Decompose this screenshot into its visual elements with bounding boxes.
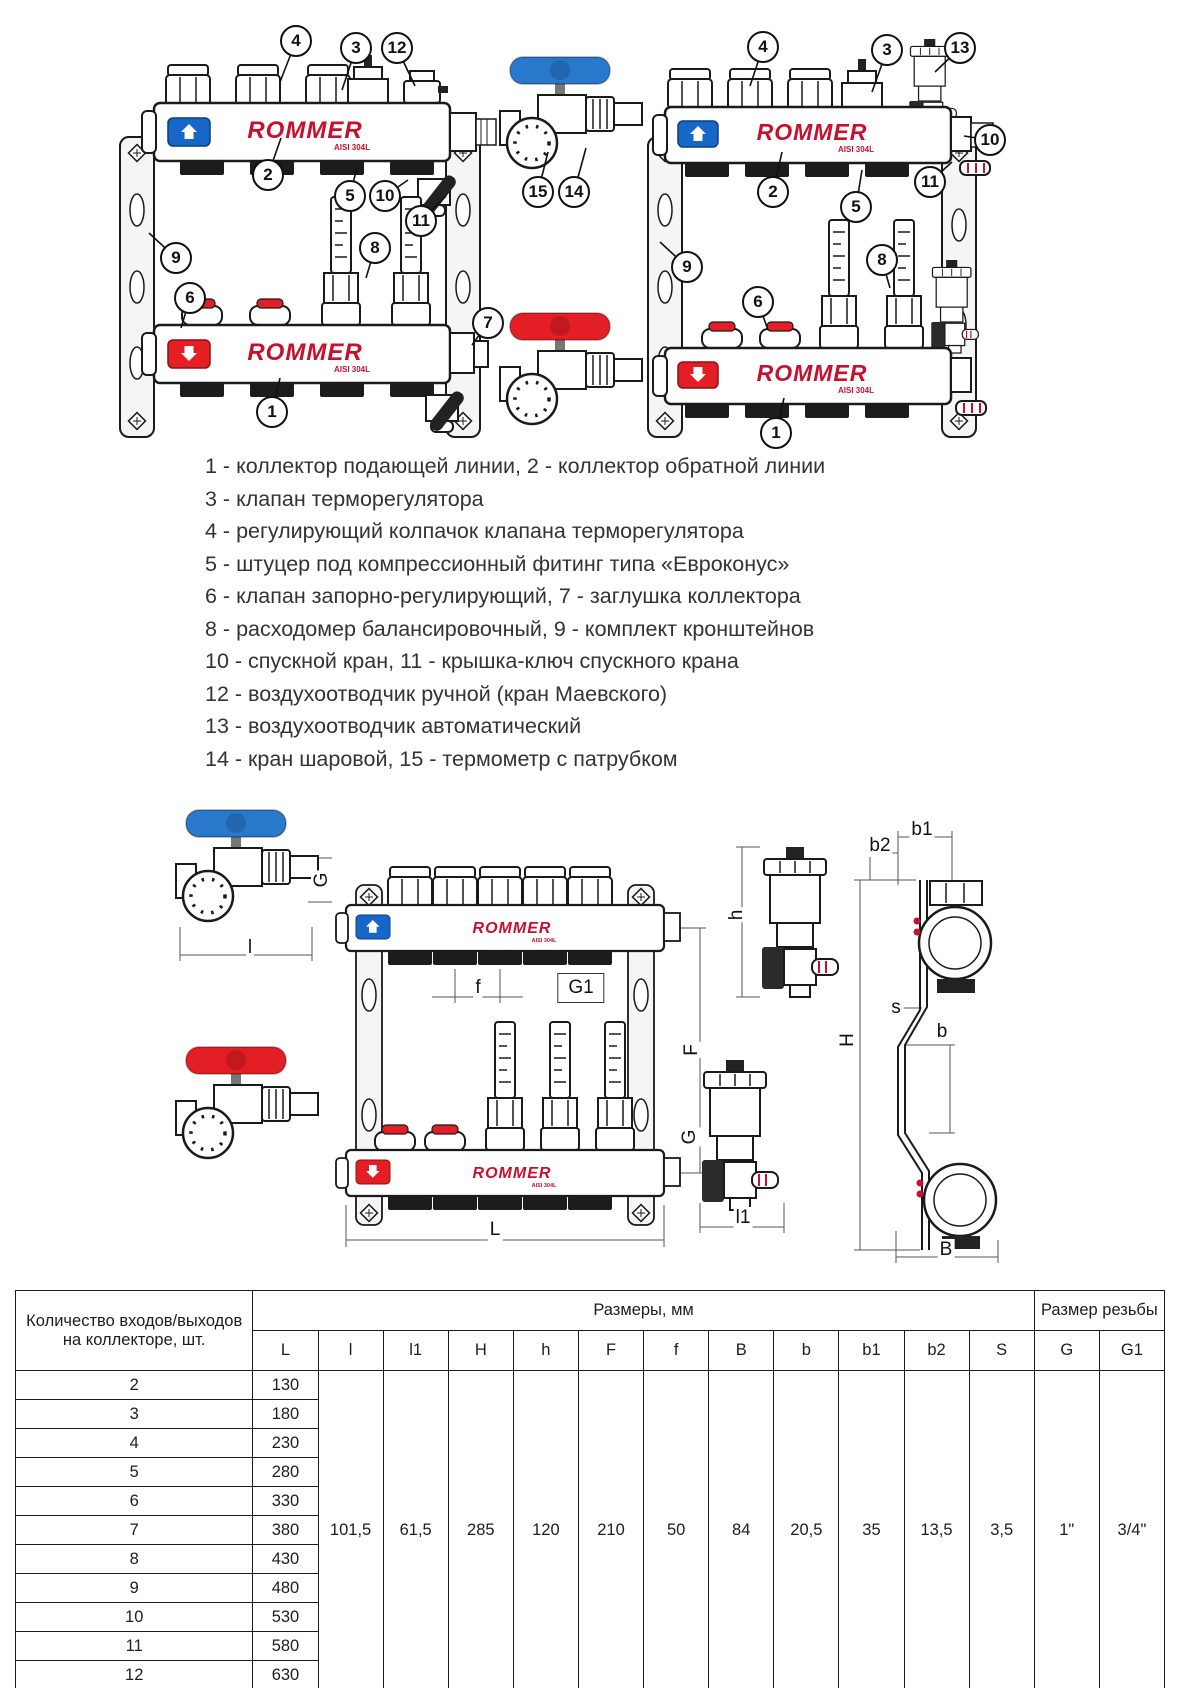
column-group-thread: Размер резьбы [1034, 1291, 1164, 1331]
legend-item: 5 - штуцер под компрессионный фитинг типа «Евроконус» [205, 551, 790, 576]
cell-outlet-count: 5 [16, 1458, 253, 1487]
callout-2: 2 [757, 176, 789, 208]
brand-material: AISI 304L [333, 143, 371, 152]
cell-outlet-count: 6 [16, 1487, 253, 1516]
cell-outlet-count: 11 [16, 1632, 253, 1661]
brand-logo: ROMMER [756, 119, 868, 145]
cell-L: 530 [253, 1603, 318, 1632]
dimension-label-H: H [837, 1033, 858, 1047]
dimension-label-G: G [311, 872, 332, 888]
cell-L: 380 [253, 1516, 318, 1545]
cell-outlet-count: 3 [16, 1400, 253, 1429]
cell-L: 180 [253, 1400, 318, 1429]
cell-b2: 13,5 [904, 1371, 969, 1688]
callout-1: 1 [256, 396, 288, 428]
callout-3: 3 [340, 32, 372, 64]
cell-L: 630 [253, 1661, 318, 1688]
spec-table [15, 1290, 1165, 1688]
cell-L: 130 [253, 1371, 318, 1400]
callout-14: 14 [558, 176, 590, 208]
callout-7: 7 [472, 307, 504, 339]
cell-outlet-count: 12 [16, 1661, 253, 1688]
callout-8: 8 [359, 232, 391, 264]
cell-B: 84 [709, 1371, 774, 1688]
dimension-label-s: s [891, 997, 901, 1018]
legend-item: 6 - клапан запорно-регулирующий, 7 - заглушка коллектора [205, 584, 801, 608]
callout-10: 10 [974, 124, 1006, 156]
callout-10: 10 [369, 180, 401, 212]
column-header-F: F [578, 1331, 643, 1371]
legend-item: 1 - коллектор подающей линии, 2 - коллектор обратной линии [205, 454, 826, 478]
callout-3: 3 [871, 34, 903, 66]
dimension-label-G1: G1 [557, 973, 604, 1003]
cell-L: 430 [253, 1545, 318, 1574]
callout-5: 5 [334, 180, 366, 212]
cell-l1: 61,5 [383, 1371, 448, 1688]
brand-material: AISI 304L [531, 1183, 557, 1189]
column-header-b: b [774, 1331, 839, 1371]
callout-6: 6 [174, 282, 206, 314]
legend-item: 10 - спускной кран, 11 - крышка-ключ спускного крана [205, 649, 739, 673]
callout-6: 6 [742, 286, 774, 318]
legend-item: 13 - воздухоотводчик автоматический [205, 714, 582, 738]
cell-L: 280 [253, 1458, 318, 1487]
cell-L: 230 [253, 1429, 318, 1458]
cell-b: 20,5 [774, 1371, 839, 1688]
column-header-L: L [253, 1331, 318, 1371]
dimension-label-f: f [475, 977, 481, 998]
cell-outlet-count: 9 [16, 1574, 253, 1603]
brand-material: AISI 304L [333, 365, 371, 374]
cell-h: 120 [513, 1371, 578, 1688]
dimension-label-l: l [247, 937, 253, 958]
brand-logo: ROMMER [472, 920, 552, 937]
callout-1: 1 [760, 417, 792, 449]
dimension-label-b: b [936, 1021, 948, 1042]
cell-outlet-count: 8 [16, 1545, 253, 1574]
callout-2: 2 [252, 159, 284, 191]
legend-item: 8 - расходомер балансировочный, 9 - комплект кронштейнов [205, 616, 815, 641]
callout-13: 13 [944, 32, 976, 64]
cell-F: 210 [578, 1371, 643, 1688]
dimension-label-L: L [489, 1219, 501, 1240]
legend-item: 3 - клапан терморегулятора [205, 486, 484, 511]
column-header-f: f [644, 1331, 709, 1371]
callout-5: 5 [840, 191, 872, 223]
dimension-label-h: h [726, 909, 747, 921]
column-header-G1: G1 [1099, 1331, 1164, 1371]
cell-b1: 35 [839, 1371, 904, 1688]
legend-item: 4 - регулирующий колпачок клапана терморегулятора [205, 519, 744, 543]
column-header-l1: l1 [383, 1331, 448, 1371]
column-header-H: H [448, 1331, 513, 1371]
cell-G: 1" [1034, 1371, 1099, 1688]
column-header-l: l [318, 1331, 383, 1371]
cell-L: 480 [253, 1574, 318, 1603]
callout-11: 11 [914, 166, 946, 198]
dimension-label-b1: b1 [911, 819, 933, 840]
column-header-b2: b2 [904, 1331, 969, 1371]
brand-material: AISI 304L [531, 938, 557, 944]
cell-outlet-count: 4 [16, 1429, 253, 1458]
brand-logo: ROMMER [247, 339, 363, 366]
cell-outlet-count: 10 [16, 1603, 253, 1632]
cell-L: 330 [253, 1487, 318, 1516]
callout-4: 4 [280, 25, 312, 57]
dimension-label-G: G [679, 1129, 700, 1145]
callout-8: 8 [866, 244, 898, 276]
brand-material: AISI 304L [837, 386, 875, 395]
callout-9: 9 [671, 251, 703, 283]
callout-15: 15 [522, 176, 554, 208]
dimension-label-F: F [681, 1044, 702, 1056]
dimension-label-l1: l1 [735, 1207, 751, 1228]
cell-L: 580 [253, 1632, 318, 1661]
callout-11: 11 [405, 205, 437, 237]
column-header-S: S [969, 1331, 1034, 1371]
column-header-b1: b1 [839, 1331, 904, 1371]
cell-H: 285 [448, 1371, 513, 1688]
column-header-G: G [1034, 1331, 1099, 1371]
cell-outlet-count: 7 [16, 1516, 253, 1545]
callout-4: 4 [747, 31, 779, 63]
column-header-B: B [709, 1331, 774, 1371]
table-row [16, 1371, 1165, 1400]
callout-9: 9 [160, 242, 192, 274]
legend-item: 12 - воздухоотводчик ручной (кран Маевского) [205, 681, 668, 706]
brand-logo: ROMMER [756, 360, 868, 386]
cell-S: 3,5 [969, 1371, 1034, 1688]
dimensions-table [15, 1290, 1165, 1688]
dimension-label-b2: b2 [869, 835, 891, 856]
dimension-label-B: B [939, 1239, 953, 1260]
legend-item: 14 - кран шаровой, 15 - термометр с патрубком [205, 746, 678, 771]
callout-12: 12 [381, 32, 413, 64]
brand-logo: ROMMER [247, 117, 363, 144]
brand-logo: ROMMER [472, 1165, 552, 1182]
brand-material: AISI 304L [837, 145, 875, 154]
cell-l: 101,5 [318, 1371, 383, 1688]
column-header-count: Количество входов/выходов на коллекторе, шт. [16, 1291, 253, 1371]
column-header-h: h [513, 1331, 578, 1371]
cell-outlet-count: 2 [16, 1371, 253, 1400]
cell-f: 50 [644, 1371, 709, 1688]
cell-G1: 3/4" [1099, 1371, 1164, 1688]
column-group-sizes: Размеры, мм [253, 1291, 1034, 1331]
